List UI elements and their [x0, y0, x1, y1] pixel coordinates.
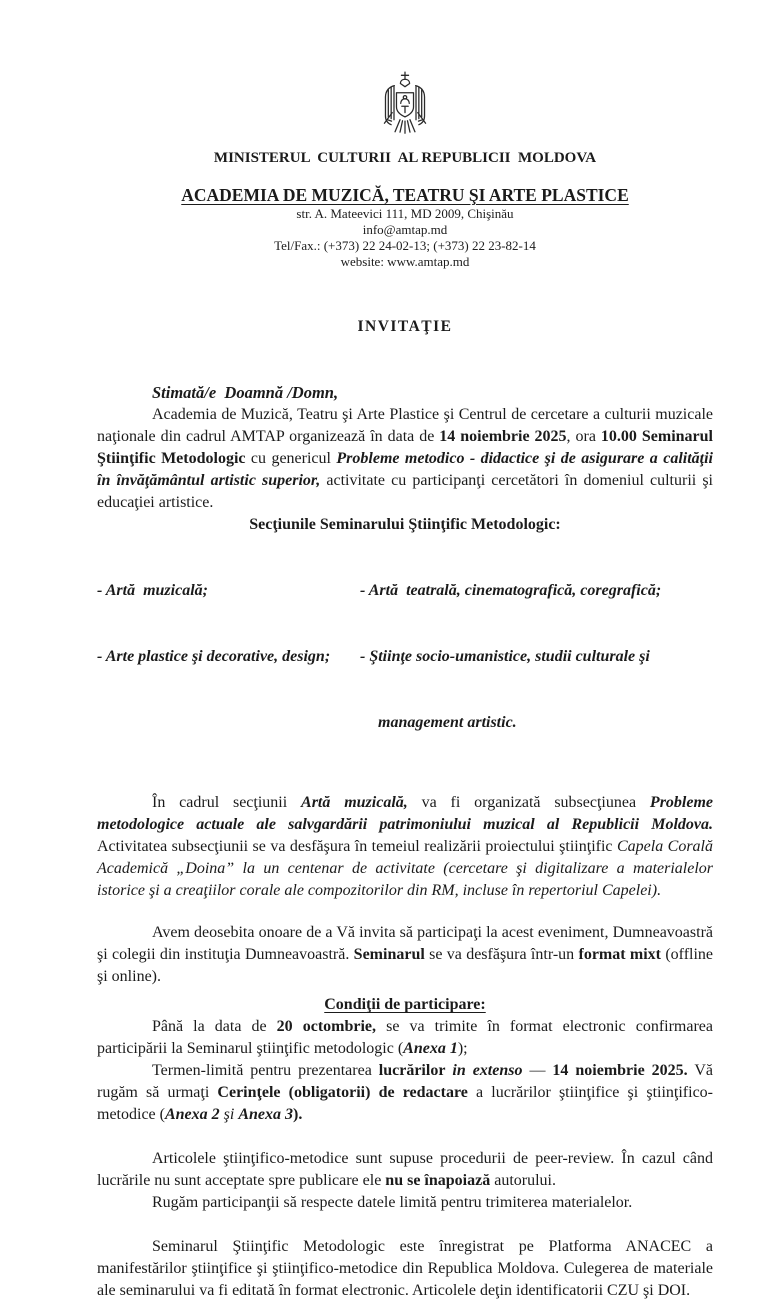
section-item-stiinte-socio-umanistice: - Ştiinţe socio-umanistice, studii culturale şi [360, 648, 650, 665]
sections-column-left [97, 536, 360, 778]
address-line: str. A. Mateevici 111, MD 2009, Chişinău [296, 206, 514, 221]
paragraph-respect-dates: Rugăm participanţii să respecte datele limită pentru trimiterea materialelor. [152, 1194, 633, 1211]
phone-fax-line: Tel/Fax.: (+373) 22 24-02-13; (+373) 22 23-82-14 [274, 238, 536, 253]
paragraph-deadline-confirmation: Până la data de 20 octombrie, se va trimite în format electronic confirmarea participării la Seminarul ştiinţific metodologic (Anexa 1); [97, 1018, 713, 1057]
paragraph-intro: Academia de Muzică, Teatru şi Arte Plastice şi Centrul de cercetare a culturii muzicale naţionale din cadrul AMTAP organizează în data de 14 noiembrie 2025, ora 10.00 Seminarul Ştiinţific Metodologic cu genericul Probleme metodico - didactice şi de asigurare a calităţii în învăţământul artistic superior, activitate cu participanţi cercetători în domeniul culturii şi educaţiei artistice. [97, 406, 714, 511]
section-item-arta-muzicala: - Artă muzicală; [97, 582, 208, 599]
sections-list [97, 536, 713, 778]
eagle-emblem-graphic [373, 70, 437, 141]
salutation: Stimată/e Doamnă /Domn, [152, 383, 339, 402]
paragraph-invitation: Avem deosebita onoare de a Vă invita să participaţi la acest eveniment, Dumneavoastră şi colegii din instituţia Dumneavoastră. Seminarul se va desfăşura într-un format mixt (offline şi online). [97, 924, 714, 985]
section-item-arte-plastice: - Arte plastice şi decorative, design; [97, 648, 331, 665]
sections-column-right [360, 536, 713, 778]
paragraph-subsection: În cadrul secţiunii Artă muzicală, va fi organizată subsecţiunea Probleme metodologice actuale ale salvgardării patrimoniului muzical al Republicii Moldova. Activitatea subsecţiunii se va desfăşura în temeiul realizării proiectului ştiinţific Capela Corală Academică „Doina” la un centenar de activitate (cercetare şi digitalizare a materialelor istorice şi a creaţiilor corale ale compozitorilor din RM, incluse în repertoriul Capelei). [97, 794, 714, 899]
email-address: info@amtap.md [362, 222, 448, 237]
paragraph-peer-review: Articolele ştiinţifico-metodice sunt supuse procedurii de peer-review. În cazul când lucrările nu sunt acceptate spre publicare ele nu se înapoiază autorului. [97, 1150, 713, 1189]
document-title: INVITAŢIE [357, 318, 453, 335]
website-line: website: www.amtap.md [340, 254, 470, 269]
section-item-continuation: management artistic. [378, 714, 517, 731]
paragraph-deadline-papers: Termen-limită pentru prezentarea lucrărilor in extenso — 14 noiembrie 2025. Vă rugăm să urmaţi Cerinţele (obligatorii) de redactare a lucrărilor ştiinţifice şi ştiinţifico-metodice (Anexa 2 şi Anexa 3). [97, 1062, 714, 1123]
conditions-heading: Condiţii de participare: [324, 996, 486, 1013]
ministry-title: MINISTERUL CULTURII AL REPUBLICII MOLDOVA [213, 150, 597, 166]
moldova-coat-of-arms-icon [97, 70, 713, 142]
paragraph-anacec-registration: Seminarul Ştiinţific Metodologic este înregistrat pe Platforma ANACEC a manifestărilor ştiinţifice şi ştiinţifico-metodice din Republica Moldova. Culegerea de materiale ale seminarului va fi editată în format electronic. Articolele deţin identificatorii CZU şi DOI. [97, 1238, 713, 1299]
sections-heading: Secţiunile Seminarului Ştiinţific Metodologic: [249, 516, 561, 533]
academy-title: ACADEMIA DE MUZICĂ, TEATRU ŞI ARTE PLASTICE [181, 185, 629, 205]
section-item-arta-teatrala: - Artă teatrală, cinematografică, coregrafică; [360, 582, 662, 599]
